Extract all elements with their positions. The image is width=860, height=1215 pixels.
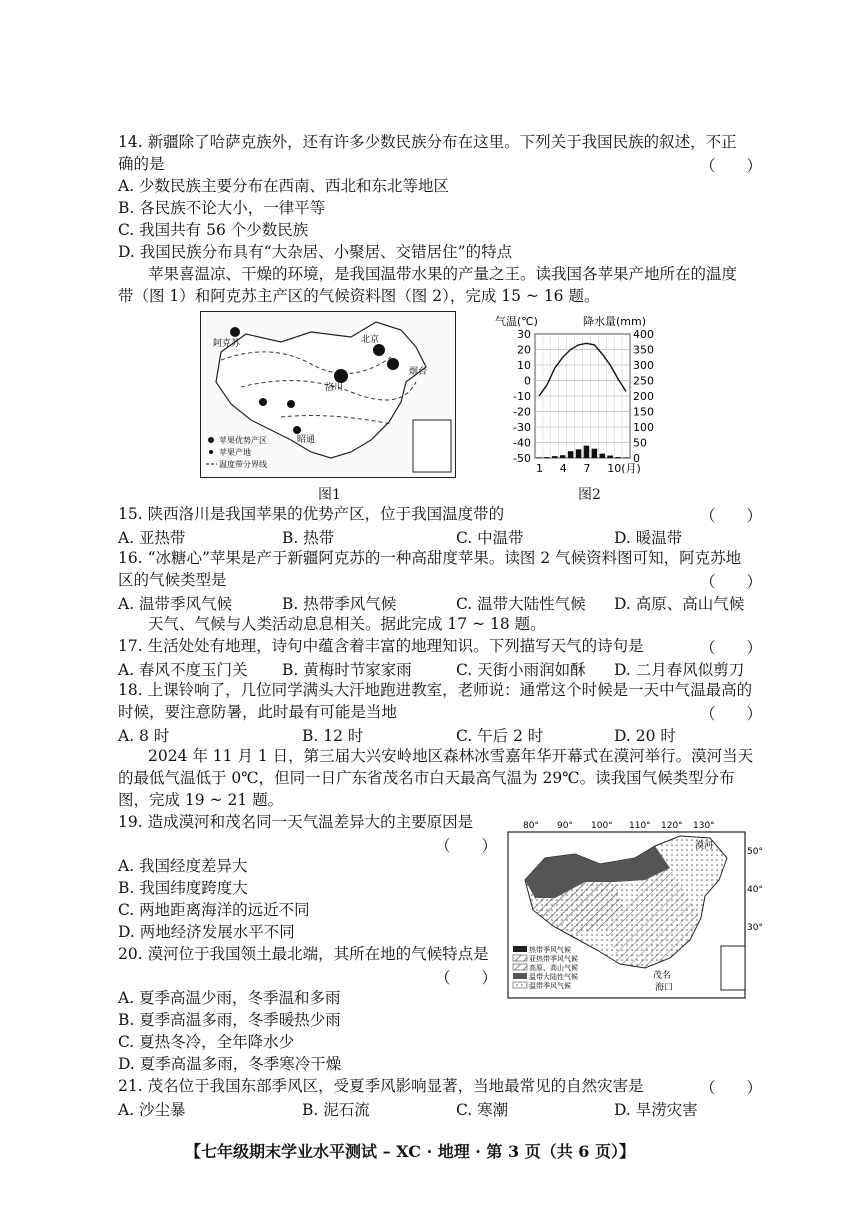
q16-stem-line1: 16. “冰糖心”苹果是产于新疆阿克苏的一种高甜度苹果。读图 2 气候资料图可知，阿克苏地 — [118, 549, 742, 567]
q18-stem-line1: 18. 上课铃响了，几位同学满头大汗地跑进教室，老师说：通常这个时候是一天中气温最高的 — [118, 681, 753, 699]
month-tick-label: 10(月) — [607, 462, 641, 475]
precip-tick-label: 300 — [633, 359, 654, 372]
intro-17-18: 天气、气候与人类活动息息相关。据此完成 17 ~ 18 题。 — [148, 615, 546, 633]
figure-2-climate-chart — [495, 310, 670, 480]
lat-30: 30° — [747, 923, 763, 933]
q15-option-b: B. 热带 — [282, 529, 335, 547]
precip-tick-label: 350 — [633, 343, 654, 357]
q15-answer-paren: （ ） — [700, 507, 763, 525]
precip-tick-label: 150 — [633, 405, 654, 419]
q19-answer-paren: （ ） — [435, 837, 498, 855]
q16-option-b: B. 热带季风气候 — [282, 595, 397, 613]
q16-answer-paren: （ ） — [700, 573, 763, 591]
lon-90: 90° — [557, 821, 573, 831]
q17-option-d: D. 二月春风似剪刀 — [614, 661, 745, 679]
lon-110: 110° — [629, 821, 651, 831]
label-mohe: 漠河 — [695, 841, 714, 851]
month-tick-label: 1 — [535, 462, 543, 475]
figure-2-caption: 图2 — [578, 487, 601, 503]
label-yantai: 烟台 — [409, 367, 428, 377]
lat-50: 50° — [747, 847, 763, 857]
legend-plateau: 高原、高山气候 — [529, 964, 578, 972]
climate-map-svg — [505, 818, 765, 1000]
q14-option-a: A. 少数民族主要分布在西南、西北和东北等地区 — [118, 177, 450, 195]
q14-stem-line2: 确的是 — [118, 155, 165, 173]
apple-area-sw1 — [287, 400, 295, 408]
q20-answer-paren: （ ） — [435, 969, 498, 987]
precip-tick-label: 250 — [633, 374, 654, 388]
q17-option-b: B. 黄梅时节家家雨 — [282, 661, 412, 679]
q20-option-a: A. 夏季高温少雨，冬季温和多雨 — [118, 989, 341, 1007]
label-zhaotong: 昭通 — [297, 435, 316, 445]
china-map-apple-svg — [201, 312, 455, 477]
label-maoming: 茂名 — [653, 971, 672, 981]
legend-tropical-monsoon: 热带季风气候 — [529, 946, 571, 954]
climate-chart-svg — [495, 310, 670, 480]
intro-19-21-line2: 的最低气温低于 0℃，但同一日广东省茂名市白天最高气温为 29℃。读我国气候类型分布 — [118, 769, 735, 787]
label-akesu: 阿克苏 — [213, 339, 241, 349]
q20-option-b: B. 夏季高温多雨，冬季暖热少雨 — [118, 1011, 341, 1029]
month-tick-label: 7 — [583, 462, 591, 475]
q18-option-a: A. 8 时 — [118, 727, 170, 745]
temp-tick-label: -30 — [513, 421, 531, 434]
temp-tick-label: 30 — [517, 328, 531, 341]
label-haikou: 海口 — [655, 983, 674, 993]
temp-tick-label: 20 — [517, 343, 531, 357]
precipitation-bar — [552, 456, 558, 458]
precip-axis-title: 降水量(mm) — [583, 315, 647, 328]
lat-40: 40° — [747, 885, 763, 895]
figure-3-climate-map — [505, 818, 765, 1000]
q21-stem: 21. 茂名位于我国东部季风区，受夏季风影响显著，当地最常见的自然灾害是 — [118, 1077, 644, 1095]
q18-option-b: B. 12 时 — [302, 727, 364, 745]
month-tick-label: 4 — [559, 462, 567, 475]
q18-stem-line2: 时候，要注意防暑，此时最有可能是当地 — [118, 703, 398, 721]
precipitation-bar — [568, 451, 574, 458]
q21-answer-paren: （ ） — [700, 1079, 763, 1097]
south-sea-inset — [413, 420, 451, 472]
apple-area-sw2 — [293, 426, 301, 434]
q17-option-c: C. 天街小雨润如酥 — [456, 661, 586, 679]
temp-tick-label: -10 — [513, 390, 531, 403]
q15-option-c: C. 中温带 — [456, 529, 524, 547]
q19-stem: 19. 造成漠河和茂名同一天气温差异大的主要原因是 — [118, 813, 474, 831]
south-sea-inset — [721, 946, 745, 990]
q17-stem: 17. 生活处处有地理，诗句中蕴含着丰富的地理知识。下列描写天气的诗句是 — [118, 637, 644, 655]
precipitation-bar — [592, 449, 598, 458]
label-luochuan: 洛川 — [325, 383, 344, 393]
temp-axis-title: 气温(℃) — [495, 315, 538, 328]
precip-tick-label: 200 — [633, 390, 654, 403]
q15-option-d: D. 暖温带 — [614, 529, 683, 547]
q18-option-d: D. 20 时 — [614, 727, 676, 745]
temp-tick-label: -20 — [513, 405, 531, 419]
legend-apple-area: 苹果产地 — [219, 448, 251, 457]
apple-area-north — [373, 344, 385, 356]
precipitation-bar — [623, 457, 629, 458]
lon-120: 120° — [661, 821, 683, 831]
lon-130: 130° — [693, 821, 715, 831]
q19-option-d: D. 两地经济发展水平不同 — [118, 923, 295, 941]
figure-1-caption: 图1 — [318, 487, 341, 503]
q21-option-d: D. 旱涝灾害 — [614, 1101, 698, 1119]
q16-option-d: D. 高原、高山气候 — [614, 595, 745, 613]
q20-stem: 20. 漠河位于我国领土最北端，其所在地的气候特点是 — [118, 945, 489, 963]
q16-option-c: C. 温带大陆性气候 — [456, 595, 586, 613]
q16-stem-line2: 区的气候类型是 — [118, 571, 227, 589]
q21-option-c: C. 寒潮 — [456, 1101, 509, 1119]
q14-option-d: D. 我国民族分布具有“大杂居、小聚居、交错居住”的特点 — [118, 243, 513, 261]
q18-answer-paren: （ ） — [700, 705, 763, 723]
q21-option-b: B. 泥石流 — [302, 1101, 370, 1119]
q21-option-a: A. 沙尘暴 — [118, 1101, 186, 1119]
precip-tick-label: 100 — [633, 421, 654, 434]
intro-19-21-line1: 2024 年 11 月 1 日，第三届大兴安岭地区森林冰雪嘉年华开幕式在漠河举行。漠河当天 — [148, 747, 754, 765]
apple-area-akesu — [230, 327, 240, 337]
q19-option-c: C. 两地距离海洋的远近不同 — [118, 901, 310, 919]
q14-stem-line1: 14. 新疆除了哈萨克族外，还有许多少数民族分布在这里。下列关于我国民族的叙述，不正 — [118, 133, 737, 151]
precip-tick-label: 50 — [633, 436, 647, 450]
apple-area-shandong — [387, 358, 399, 370]
q18-option-c: C. 午后 2 时 — [456, 727, 544, 745]
q19-option-a: A. 我国经度差异大 — [118, 857, 248, 875]
precipitation-bar — [560, 455, 566, 458]
label-beijing: 北京 — [361, 335, 380, 345]
q17-option-a: A. 春风不度玉门关 — [118, 661, 248, 679]
legend-continental: 温带大陆性气候 — [529, 973, 578, 981]
apple-area-west — [259, 398, 267, 406]
precipitation-bar — [584, 446, 590, 458]
intro-19-21-line3: 图，完成 19 ~ 21 题。 — [118, 791, 284, 809]
q14-option-c: C. 我国共有 56 个少数民族 — [118, 221, 309, 239]
temp-tick-label: -40 — [513, 436, 531, 450]
temp-tick-label: 0 — [524, 374, 531, 388]
precip-tick-label: 0 — [633, 452, 640, 465]
legend-advantage-area: 苹果优势产区 — [219, 436, 267, 445]
q15-stem: 15. 陕西洛川是我国苹果的优势产区，位于我国温度带的 — [118, 505, 505, 523]
intro-15-16-line1: 苹果喜温凉、干燥的环境，是我国温带水果的产量之王。读我国各苹果产地所在的温度 — [148, 265, 738, 283]
q14-answer-paren: （ ） — [700, 157, 763, 175]
q20-option-c: C. 夏热冬冷，全年降水少 — [118, 1033, 295, 1051]
legend-temp-boundary: 温度带分界线 — [219, 460, 267, 469]
page-footer: 【七年级期末学业水平测试 – XC · 地理 · 第 3 页（共 6 页）】 — [185, 1142, 635, 1161]
temp-tick-label: 10 — [517, 359, 531, 372]
precipitation-bar — [536, 457, 542, 458]
precipitation-bar — [607, 456, 613, 458]
q15-option-a: A. 亚热带 — [118, 529, 186, 547]
q17-answer-paren: （ ） — [700, 639, 763, 657]
precipitation-bar — [600, 454, 606, 458]
temp-tick-label: -50 — [513, 452, 531, 465]
legend-temperate-monsoon: 温带季风气候 — [529, 982, 571, 990]
precipitation-bar — [544, 457, 550, 458]
lon-80: 80° — [523, 821, 539, 831]
q19-option-b: B. 我国纬度跨度大 — [118, 879, 248, 897]
apple-area-luochuan — [334, 369, 348, 383]
intro-15-16-line2: 带（图 1）和阿克苏主产区的气候资料图（图 2），完成 15 ~ 16 题。 — [118, 287, 600, 305]
figure-1-apple-map — [200, 311, 456, 478]
precipitation-bar — [615, 457, 621, 458]
lon-100: 100° — [591, 821, 613, 831]
q16-option-a: A. 温带季风气候 — [118, 595, 233, 613]
precip-tick-label: 400 — [633, 328, 654, 341]
legend-subtropical-monsoon: 亚热带季风气候 — [529, 955, 578, 963]
q14-option-b: B. 各民族不论大小，一律平等 — [118, 199, 326, 217]
precipitation-bar — [576, 449, 582, 458]
q20-option-d: D. 夏季高温多雨，冬季寒冷干燥 — [118, 1055, 342, 1073]
